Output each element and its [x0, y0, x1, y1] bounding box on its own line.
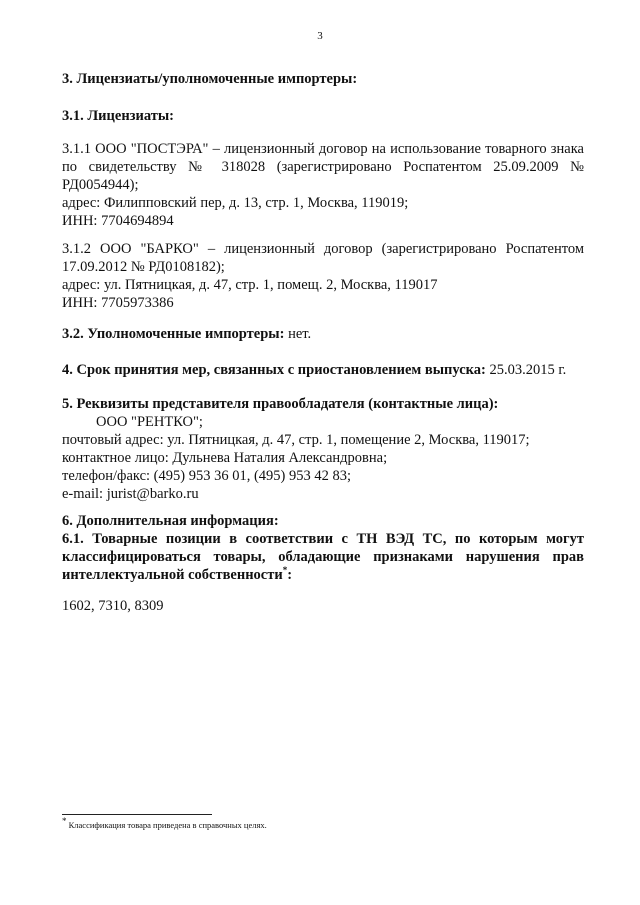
- licensee-1-address: адрес: Филипповский пер, д. 13, стр. 1, Москва, 119019;: [62, 195, 409, 211]
- section-3-1-heading: 3.1. Лицензиаты:: [62, 108, 175, 124]
- footnote: [62, 816, 267, 831]
- section-5-heading: 5. Реквизиты представителя правообладателя (контактные лица):: [62, 396, 499, 412]
- licensee-1-text: 3.1.1 ООО "ПОСТЭРА" – лицензионный договор на использование товарного знака по свидетельству № 318028 (зарегистрировано Роспатентом 25.09.2009 № РД0054944);: [62, 141, 584, 193]
- footnote-mark: *: [62, 816, 67, 827]
- section-5: [62, 395, 584, 503]
- licensee-2-inn: ИНН: 7705973386: [62, 295, 174, 311]
- section-6-1-text: [62, 530, 584, 584]
- licensee-2-text: 3.1.2 ООО "БАРКО" – лицензионный договор (зарегистрировано Роспатентом 17.09.2012 № РД0108182);: [62, 241, 584, 275]
- footnote-text: Классификация товара приведена в справочных целях.: [66, 820, 267, 830]
- page-number: 3: [317, 30, 323, 42]
- section-6: [62, 512, 584, 584]
- phone-fax: телефон/факс: (495) 953 36 01, (495) 953 42 83;: [62, 468, 352, 484]
- postal-address: почтовый адрес: ул. Пятницкая, д. 47, стр. 1, помещение 2, Москва, 119017;: [62, 432, 530, 448]
- licensee-2-block: [62, 240, 584, 312]
- section-4-value: 25.03.2015 г.: [485, 362, 567, 378]
- section-3-2: [62, 325, 584, 343]
- email: e-mail: jurist@barko.ru: [62, 486, 199, 502]
- licensee-2-address: адрес: ул. Пятницкая, д. 47, стр. 1, помещ. 2, Москва, 119017: [62, 277, 438, 293]
- licensee-1-inn: ИНН: 7704694894: [62, 213, 174, 229]
- licensee-1-block: [62, 140, 584, 230]
- section-6-heading: 6. Дополнительная информация:: [62, 513, 279, 529]
- tn-ved-codes: 1602, 7310, 8309: [62, 598, 164, 614]
- section-6-1-body: 6.1. Товарные позиции в соответствии с ТН ВЭД ТС, по которым могут классифицироваться товары, обладающие признаками нарушения прав интеллектуальной собственности: [62, 531, 584, 583]
- section-4-label: 4. Срок принятия мер, связанных с приостановлением выпуска:: [62, 362, 486, 378]
- contact-person: контактное лицо: Дульнева Наталия Александровна;: [62, 450, 388, 466]
- section-6-1-colon: :: [287, 567, 293, 583]
- footnote-reference[interactable]: *: [282, 565, 288, 576]
- section-3-2-label: 3.2. Уполномоченные импортеры:: [62, 326, 285, 342]
- representative-company: ООО "РЕНТКО";: [96, 414, 203, 430]
- section-4: [62, 361, 584, 379]
- section-3-heading: 3. Лицензиаты/уполномоченные импортеры:: [62, 71, 358, 87]
- section-3-2-value: нет.: [284, 326, 312, 342]
- footnote-divider: [62, 814, 212, 815]
